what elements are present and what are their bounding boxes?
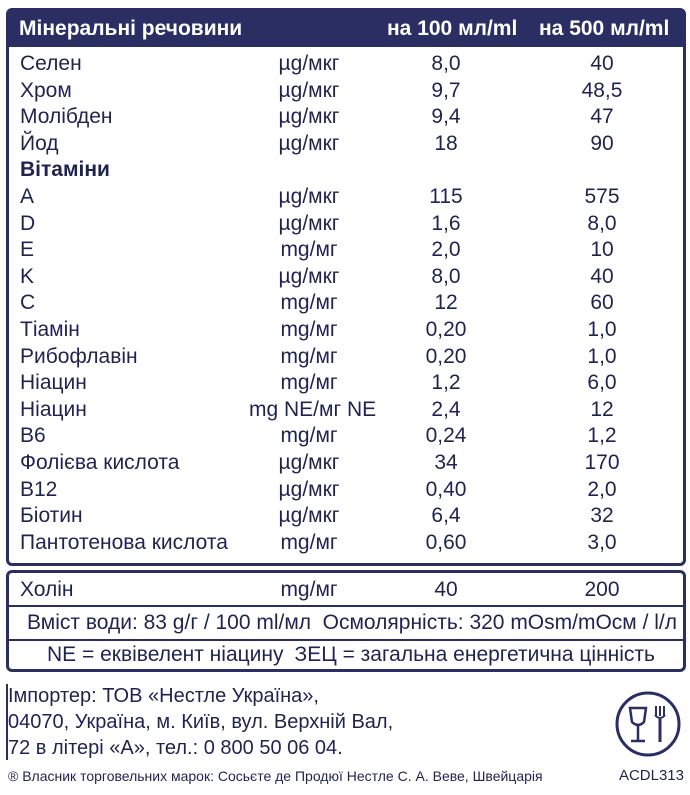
water-content: Вміст води: 83 g/г / 100 ml/мл (27, 611, 312, 634)
table-row (9, 530, 683, 557)
table-row (9, 78, 683, 105)
nutrient-name: Біотин (20, 504, 83, 528)
value-per-100ml: 6,4 (431, 504, 461, 528)
nutrient-unit: mg/мг (280, 344, 338, 368)
table-row (9, 397, 683, 424)
nutrient-name: A (20, 184, 35, 208)
header-name: Мінеральні речовини (19, 17, 243, 40)
choline-name: Холін (20, 578, 74, 601)
nutrient-name: Молібден (20, 105, 113, 129)
nutrient-name: Йод (20, 131, 59, 155)
table-row (9, 344, 683, 371)
nutrient-unit: mg NE/мг NE (249, 397, 377, 421)
table-row (9, 211, 683, 238)
header-col-100ml: на 100 мл/ml (387, 17, 518, 40)
value-per-500ml: 60 (590, 291, 614, 315)
value-per-500ml: 48,5 (581, 78, 623, 102)
value-per-500ml: 1,0 (587, 317, 617, 341)
value-per-100ml: 8,0 (431, 52, 461, 75)
value-per-500ml: 8,0 (587, 211, 617, 235)
section-row (9, 157, 683, 184)
nutrient-unit: µg/мкг (278, 52, 340, 75)
value-per-500ml: 3,0 (587, 530, 617, 554)
nutrient-unit: mg/мг (280, 291, 338, 315)
section-title-vitamins: Вітаміни (20, 158, 110, 182)
nutrition-table (6, 8, 686, 566)
value-per-500ml: 10 (590, 238, 614, 262)
importer-line: 72 в літері «А», тел.: 0 800 50 06 04. (8, 737, 343, 759)
nutrient-name: Хром (20, 78, 72, 102)
nutrient-name: B6 (20, 424, 46, 448)
importer-line: Імпортер: ТОВ «Нестле Україна», (8, 685, 319, 707)
choline-value-500: 200 (584, 578, 620, 601)
value-per-500ml: 575 (584, 184, 620, 208)
table-row (9, 184, 683, 211)
value-per-100ml: 2,4 (431, 397, 461, 421)
nutrient-name: Ніацин (20, 371, 87, 395)
supplementary-box (6, 570, 686, 672)
value-per-500ml: 40 (590, 264, 614, 288)
value-per-100ml: 18 (434, 131, 458, 155)
value-per-100ml: 9,4 (431, 105, 461, 129)
table-row (9, 317, 683, 344)
value-per-500ml: 12 (590, 397, 614, 421)
nutrient-name: Пантотенова кислота (20, 530, 228, 554)
choline-row (9, 575, 683, 605)
ne-note: NE = еквівелент ніацину (47, 643, 284, 666)
table-row (9, 104, 683, 131)
table-row (9, 370, 683, 397)
food-safe-icon (614, 690, 682, 758)
nutrient-name: E (20, 238, 35, 262)
nutrient-name: D (20, 211, 36, 235)
nutrient-unit: mg/мг (280, 317, 338, 341)
notes-row (9, 640, 683, 670)
value-per-100ml: 34 (434, 450, 458, 474)
nutrient-unit: µg/мкг (278, 211, 340, 235)
nutrient-unit: mg/мг (280, 371, 338, 395)
table-row (9, 51, 683, 78)
nutrient-unit: µg/мкг (278, 105, 340, 129)
value-per-500ml: 32 (590, 504, 614, 528)
nutrient-unit: µg/мкг (278, 264, 340, 288)
nutrient-name: Фолієва кислота (20, 450, 180, 474)
table-rows (9, 51, 683, 556)
table-row (9, 503, 683, 530)
value-per-500ml: 47 (590, 105, 614, 129)
value-per-500ml: 170 (584, 450, 620, 474)
header-col-500ml: на 500 мл/ml (539, 17, 670, 40)
table-row (9, 477, 683, 504)
table-row (9, 423, 683, 450)
nutrient-unit: mg/мг (280, 530, 338, 554)
nutrient-name: B12 (20, 477, 58, 501)
nutrient-unit: µg/мкг (278, 131, 340, 155)
table-row (9, 290, 683, 317)
nutrient-unit: mg/мг (280, 424, 338, 448)
water-osmolarity-row (9, 608, 683, 638)
value-per-500ml: 90 (590, 131, 614, 155)
value-per-100ml: 8,0 (431, 264, 461, 288)
value-per-100ml: 1,6 (431, 211, 461, 235)
table-header (9, 11, 683, 47)
table-row (9, 131, 683, 158)
nutrient-unit: µg/мкг (278, 450, 340, 474)
nutrient-name: C (20, 291, 36, 315)
divider (9, 605, 683, 607)
value-per-100ml: 115 (429, 184, 463, 208)
nutrient-name: Селен (20, 52, 82, 75)
value-per-100ml: 0,60 (425, 530, 467, 554)
value-per-100ml: 2,0 (431, 238, 461, 262)
value-per-500ml: 6,0 (587, 371, 617, 395)
value-per-500ml: 1,2 (587, 424, 617, 448)
table-row (9, 264, 683, 291)
nutrient-unit: µg/мкг (278, 184, 340, 208)
value-per-500ml: 40 (590, 52, 614, 75)
nutrient-name: Ніацин (20, 397, 87, 421)
table-row (9, 237, 683, 264)
value-per-100ml: 0,20 (425, 317, 467, 341)
choline-unit: mg/мг (280, 578, 338, 601)
nutrient-name: Рибофлавін (20, 344, 138, 368)
nutrient-unit: µg/мкг (278, 78, 340, 102)
zets-note: ЗЕЦ = загальна енергетична цінність (294, 643, 655, 666)
osmolarity: Осмолярність: 320 mOsm/mOcм / l/л (322, 611, 677, 634)
value-per-500ml: 1,0 (587, 344, 617, 368)
nutrient-name: K (20, 264, 35, 288)
value-per-500ml: 2,0 (587, 477, 617, 501)
product-code: ACDL313 (618, 767, 684, 784)
nutrient-unit: mg/мг (280, 238, 338, 262)
value-per-100ml: 9,7 (431, 78, 461, 102)
choline-value-100: 40 (434, 578, 458, 601)
value-per-100ml: 0,40 (425, 477, 467, 501)
trademark-notice: ® Власник торговельних марок: Сосьєте де Продюї Нестле С. А. Веве, Швейцарія (8, 768, 543, 784)
value-per-100ml: 12 (434, 291, 458, 315)
nutrient-name: Тіамін (20, 317, 80, 341)
value-per-100ml: 0,20 (425, 344, 467, 368)
importer-info (8, 683, 393, 761)
importer-line: 04070, Україна, м. Київ, вул. Верхній Вал, (8, 711, 394, 733)
value-per-100ml: 0,24 (425, 424, 467, 448)
value-per-100ml: 1,2 (431, 371, 461, 395)
nutrient-unit: µg/мкг (278, 477, 340, 501)
table-row (9, 450, 683, 477)
nutrient-unit: µg/мкг (278, 504, 340, 528)
